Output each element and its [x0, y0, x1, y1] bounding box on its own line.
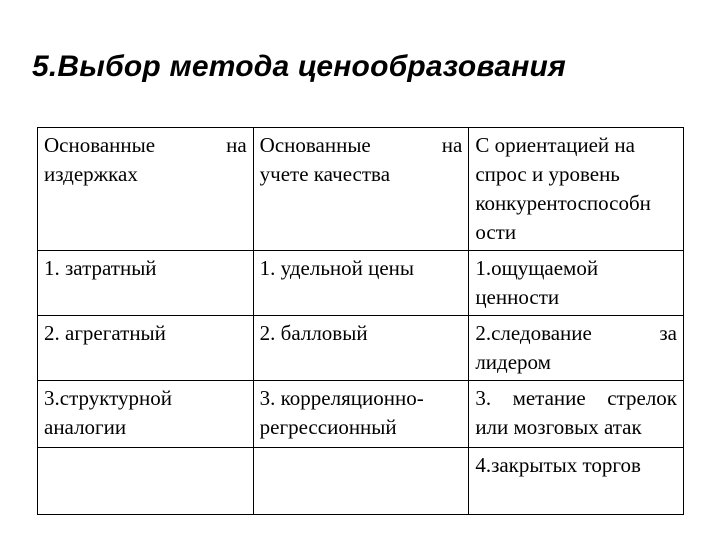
cell-text: 2. агрегатный [44, 321, 166, 345]
header-demand-oriented-line1: С ориентацией на [475, 133, 635, 157]
table-cell [469, 316, 684, 381]
cell-text-line1: 3.структурной [44, 386, 173, 410]
table-row [38, 448, 684, 515]
header-quality-based-line1: Основанные на [259, 133, 463, 157]
header-demand-oriented-line4: ости [475, 220, 517, 244]
cell-text-line2: или мозговых атак [475, 415, 642, 439]
slide-title: 5.Выбор метода ценообразования [32, 50, 566, 83]
header-demand-oriented [469, 128, 684, 251]
table-cell [253, 381, 469, 448]
cell-text-line2: аналогии [44, 415, 127, 439]
header-cost-based-line2: издержках [44, 162, 138, 186]
header-quality-based [253, 128, 469, 251]
header-demand-oriented-line3: конкурентоспособн [475, 191, 651, 215]
cell-text-line1: 1.ощущаемой [475, 256, 599, 280]
cell-text-line2: регрессионный [259, 415, 397, 439]
table-header-row [38, 128, 684, 251]
header-quality-based-line2: учете качества [259, 162, 391, 186]
cell-text: 2. балловый [259, 321, 368, 345]
table-row [38, 316, 684, 381]
table-cell [469, 448, 684, 515]
table-cell [469, 381, 684, 448]
table-cell [38, 316, 254, 381]
table-cell [469, 251, 684, 316]
cell-text-line1: 2.следование за [475, 321, 677, 345]
table-cell [38, 251, 254, 316]
cell-text-line2: ценности [475, 285, 560, 309]
table-cell-empty [253, 448, 469, 515]
table-cell [253, 316, 469, 381]
cell-text: 1. удельной цены [259, 256, 415, 280]
cell-text: 4.закрытых торгов [475, 453, 641, 477]
table-row [38, 381, 684, 448]
table-cell-empty [38, 448, 254, 515]
table-cell [38, 381, 254, 448]
cell-text-line1: 3. метание стрелок [475, 386, 677, 410]
header-demand-oriented-line2: спрос и уровень [475, 162, 620, 186]
table-cell [253, 251, 469, 316]
table-row [38, 251, 684, 316]
header-cost-based [38, 128, 254, 251]
cell-text: 1. затратный [44, 256, 157, 280]
cell-text-line1: 3. корреляционно- [259, 386, 424, 410]
header-cost-based-line1: Основанные на [44, 133, 247, 157]
cell-text-line2: лидером [475, 350, 551, 374]
pricing-methods-table [37, 127, 684, 515]
